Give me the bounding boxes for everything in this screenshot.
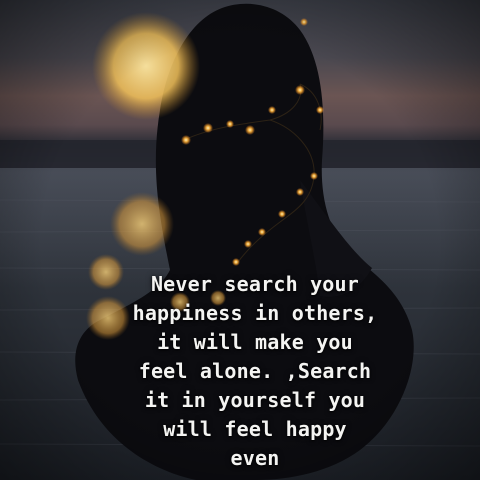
quote-line: it in yourself you [144, 388, 366, 412]
quote-line: even [230, 446, 280, 470]
quote-line: feel alone. ,Search [138, 359, 372, 383]
quote-line: it will make you [157, 330, 353, 354]
quote-line: happiness in others, [132, 301, 378, 325]
quote-line: will feel happy [163, 417, 347, 441]
quote-line: Never search your [150, 272, 360, 296]
quote-text [60, 270, 450, 473]
